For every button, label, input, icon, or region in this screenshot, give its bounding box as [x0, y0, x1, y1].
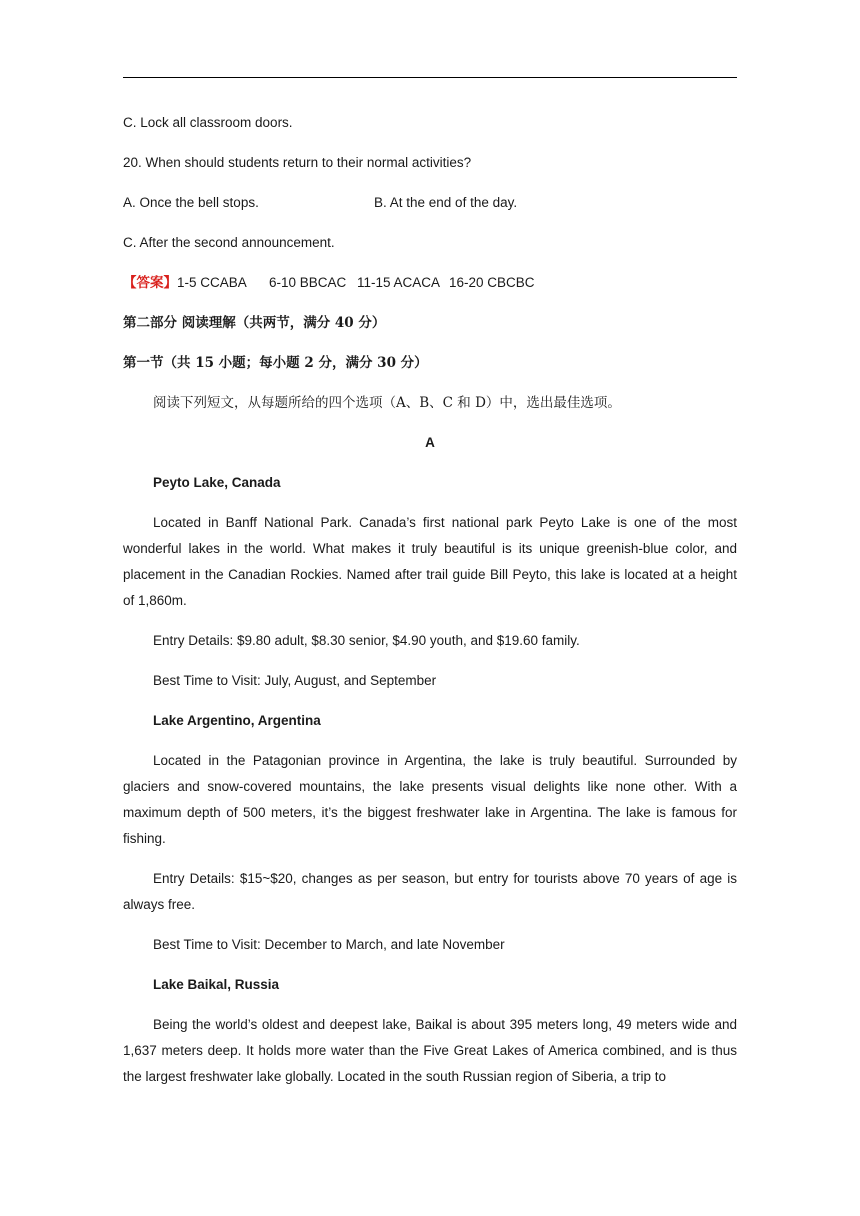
answer-group-3: 11-15 ACACA — [357, 275, 441, 290]
lake-description: Located in Banff National Park. Canada’s first national park Peyto Lake is one of the most wonderful lakes in the world. What makes it truly beautiful is its unique greenish-blue color, and placement in the Canadian Rockies. Named after trail guide Bill Peyto, this lake is located at a height of 1,860m. — [123, 515, 737, 608]
passage-label: A — [425, 435, 435, 450]
q20-option-b: B. At the end of the day. — [374, 195, 518, 210]
instruction: 阅读下列短文，从每题所给的四个选项（A、B、C 和 D）中，选出最佳选项。 — [153, 395, 621, 411]
lake-best-time: Best Time to Visit: December to March, and late November — [153, 937, 505, 952]
q20-option-a: A. Once the bell stops. — [123, 195, 259, 210]
lake-description: Located in the Patagonian province in Argentina, the lake is truly beautiful. Surrounded by glaciers and snow-covered mountains, the lake presents visual delights like none other. With a maximum depth of 500 meters, it’s the biggest freshwater lake in Argentina. The lake is famous for fishing. — [123, 753, 737, 846]
document-content — [123, 110, 737, 1090]
q20-options-row — [123, 190, 737, 216]
header-rule — [123, 77, 737, 78]
lake-heading: Peyto Lake, Canada — [153, 475, 281, 490]
answer-key — [123, 270, 737, 296]
q19-option-c: C. Lock all classroom doors. — [123, 115, 293, 130]
lake-best-time: Best Time to Visit: July, August, and September — [153, 673, 437, 688]
q20-option-c: C. After the second announcement. — [123, 235, 335, 250]
lake-entry-details: Entry Details: $15~$20, changes as per season, but entry for tourists above 70 years of age is always free. — [123, 871, 737, 912]
lake-entry-details: Entry Details: $9.80 adult, $8.30 senior, $4.90 youth, and $19.60 family. — [153, 633, 580, 648]
lake-description: Being the world’s oldest and deepest lake, Baikal is about 395 meters long, 49 meters wide and 1,637 meters deep. It holds more water than the Five Great Lakes of America combined, and is thus the largest freshwater lake globally. Located in the south Russian region of Siberia, a trip to — [123, 1017, 737, 1084]
part-title: 第二部分 阅读理解（共两节，满分 40 分） — [123, 315, 386, 331]
lake-heading: Lake Baikal, Russia — [153, 977, 280, 992]
answer-group-4: 16-20 CBCBC — [449, 275, 535, 290]
lake-heading: Lake Argentino, Argentina — [153, 713, 321, 728]
answer-group-2: 6-10 BBCAC — [269, 275, 347, 290]
subsection-title: 第一节（共 15 小题；每小题 2 分，满分 30 分） — [123, 355, 428, 371]
q20-stem: 20. When should students return to their normal activities? — [123, 155, 472, 170]
answer-tag: 【答案】 — [123, 275, 177, 291]
answer-group-1: 1-5 CCABA — [177, 275, 247, 290]
